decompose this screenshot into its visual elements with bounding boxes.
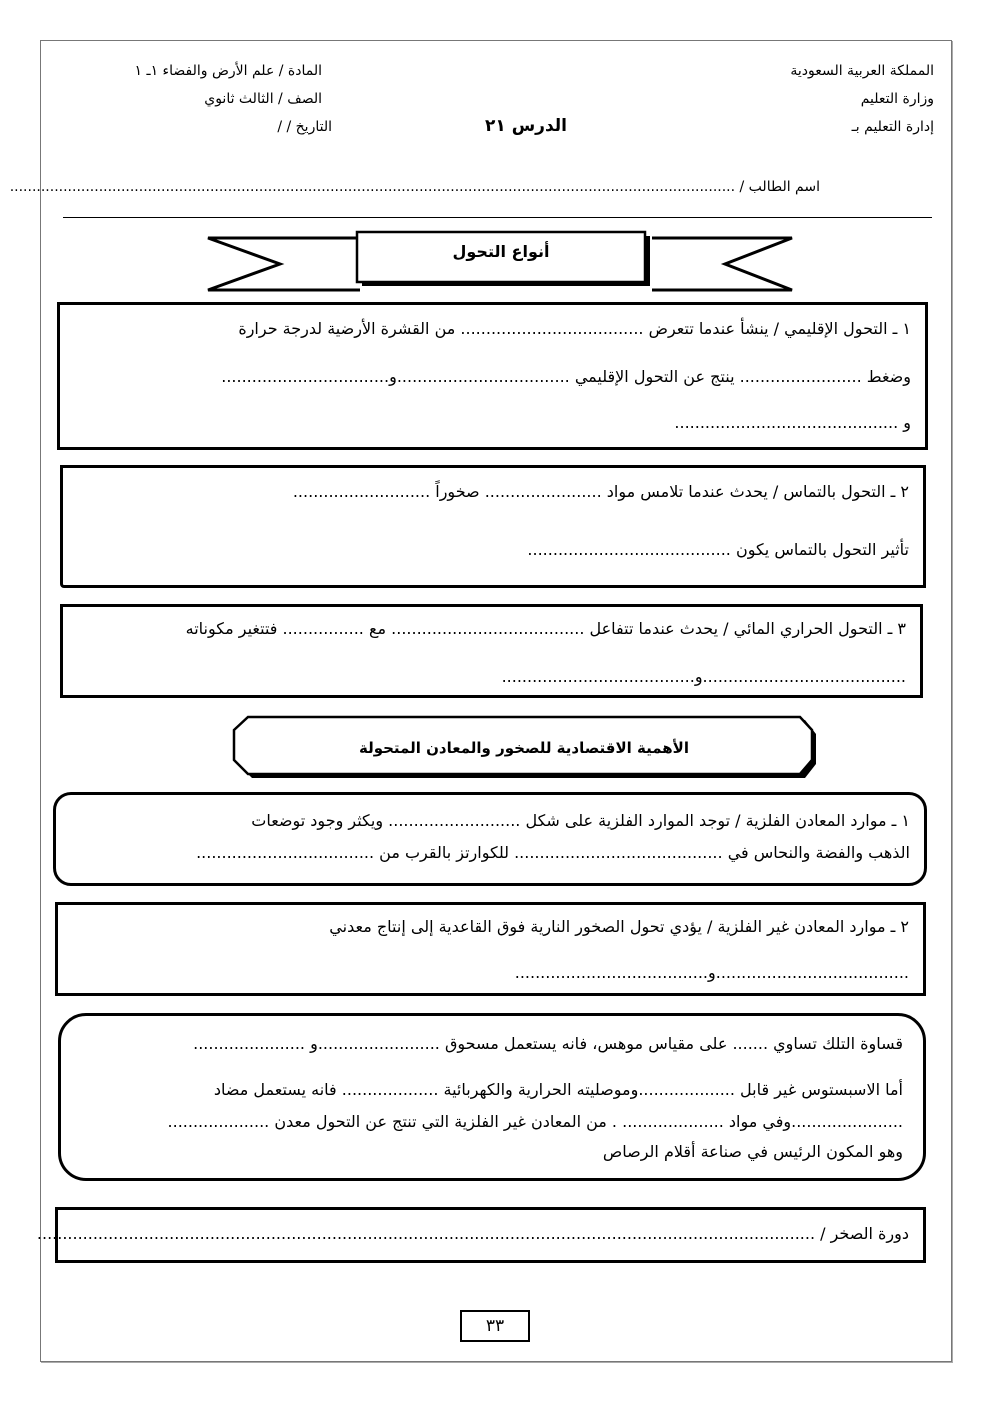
section-title-types: أنواع التحول [452,242,550,261]
student-name-field[interactable]: اسم الطالب / ................................................................................................................................................................... [9,179,820,195]
text-line: ........................................و...................................... [501,667,906,686]
text-line: ......................................و...................................... [514,963,909,982]
text-line: ٣ ـ التحول الحراري المائي / يحدث عندما تتفاعل ...................................... مع ................ فتتغير مكوناته [185,619,906,638]
text-line: ......................وفي مواد .................... . من المعادن غير الفلزية التي تنتج عن التحول معدن .................... [167,1112,903,1131]
text-line: دورة الصخر / ......................................................................................................................................................... [36,1224,909,1243]
section-title-economic: الأهمية الاقتصادية للصخور والمعادن المتحولة [358,739,689,757]
header-date: التاريخ / / [277,119,332,135]
text-line: ٢ ـ موارد المعادن غير الفلزية / يؤدي تحول الصخور النارية فوق القاعدية إلى إنتاج معدني [329,917,909,936]
box-metallic-resources [53,792,927,886]
lesson-title: الدرس ٢١ [485,116,567,136]
text-line: تأثير التحول بالتماس يكون ........................................ [527,540,909,559]
text-line: الذهب والفضة والنحاس في ......................................... للكوارتز بالقرب من ................................... [196,843,910,862]
text-line: أما الاسبستوس غير قابل ...................وموصليته الحرارية والكهربائية ................... فانه يستعمل مضاد [213,1080,903,1099]
text-line: ١ ـ موارد المعادن الفلزية / توجد الموارد الفلزية على شكل .......................... ويكثر وجود توضعات [251,811,910,830]
divider [63,217,932,218]
text-line: ١ ـ التحول الإقليمي / ينشأ عندما تتعرض .................................... من القشرة الأرضية لدرجة حرارة [238,319,911,338]
text-line: ٢ ـ التحول بالتماس / يحدث عندما تلامس مواد ....................... صخوراً ........................... [292,482,909,501]
text-line: وهو المكون الرئيس في صناعة أقلام الرصاص [602,1142,903,1161]
header-directorate: إدارة التعليم بـ [851,119,934,135]
header-subject: المادة / علم الأرض والفضاء ١ـ ١ [134,63,322,79]
box-rock-cycle [36,1207,926,1263]
box-contact-metamorphism [60,465,926,588]
ribbon-banner-shape [200,228,800,294]
header-kingdom: المملكة العربية السعودية [790,63,934,79]
box-talc-asbestos [58,1013,926,1181]
box-nonmetallic-resources [55,902,926,996]
box-regional-metamorphism [57,302,928,450]
page-number: ٣٣ [460,1310,530,1342]
text-line: و ............................................ [674,413,911,432]
header-ministry: وزارة التعليم [860,91,934,107]
text-line: وضغط ........................ ينتج عن التحول الإقليمي ..................................و................................. [221,367,911,386]
box-hydrothermal-metamorphism [60,604,923,698]
header-grade: الصف / الثالث ثانوي [204,91,322,107]
text-line: قساوة التلك تساوي ....... على مقياس موهس، فانه يستعمل مسحوق ........................و ...................... [193,1034,903,1053]
